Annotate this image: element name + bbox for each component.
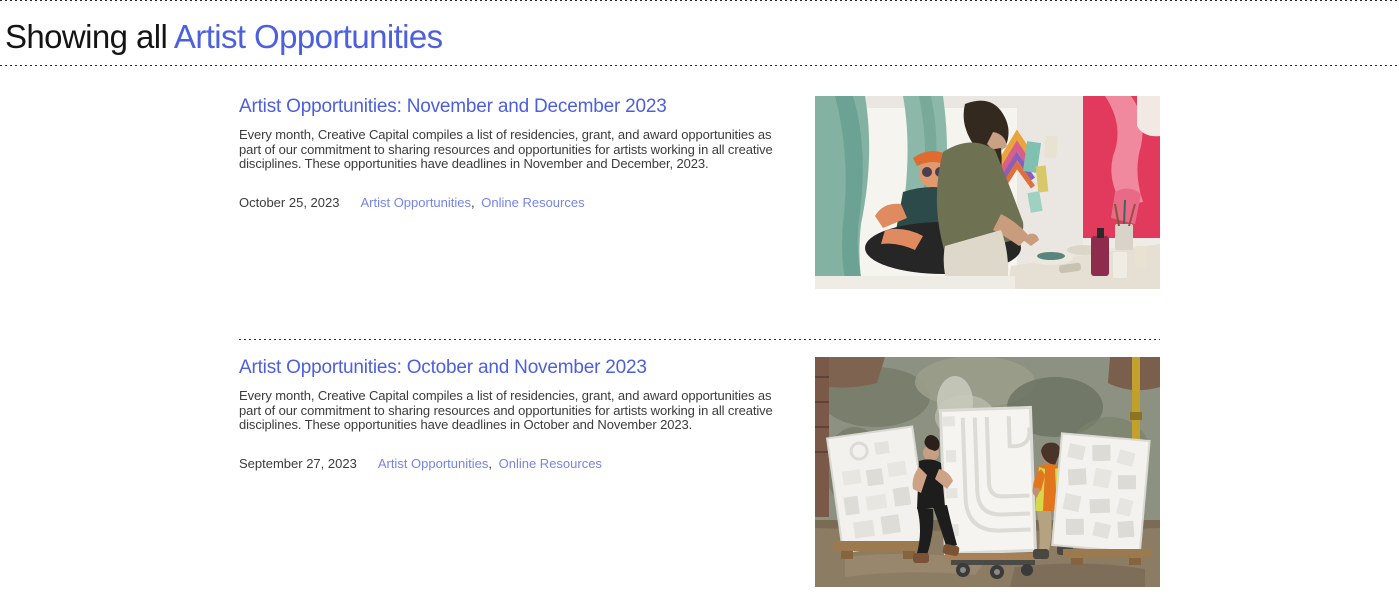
tag-link-online-resources[interactable]: Online Resources	[498, 455, 602, 471]
warehouse-photo-illustration	[815, 357, 1160, 587]
tag-link-artist-opportunities[interactable]: Artist Opportunities	[377, 455, 489, 471]
article-date: September 27, 2023	[239, 455, 357, 471]
top-rule	[0, 0, 1399, 1]
article-meta-row	[239, 195, 785, 210]
article-meta-row	[239, 456, 785, 471]
article-text-block	[239, 96, 785, 210]
article-divider-rule	[239, 339, 1160, 340]
article-card	[0, 96, 1399, 289]
article-title-link[interactable]: Artist Opportunities: October and November 2023	[239, 357, 647, 378]
page-title-filter: Artist Opportunities	[173, 18, 443, 55]
article-excerpt: Every month, Creative Capital compiles a list of residencies, grant, and award opportunities as part of our commitment to sharing resources and opportunities for artists working in all creative disciplines. These opportunities have deadlines in October and November 2023.	[239, 388, 773, 433]
tag-link-artist-opportunities[interactable]: Artist Opportunities	[360, 194, 472, 210]
article-thumbnail[interactable]	[815, 357, 1160, 587]
page-title	[0, 9, 1399, 65]
header-bottom-rule	[0, 65, 1399, 66]
article-excerpt: Every month, Creative Capital compiles a list of residencies, grant, and award opportunities as part of our commitment to sharing resources and opportunities for artists working in all creative disciplines. These opportunities have deadlines in November and December, 2023.	[239, 127, 773, 172]
article-text-block	[239, 357, 785, 471]
page-header	[0, 9, 1399, 65]
tag-separator: ,	[488, 455, 492, 471]
article-thumbnail[interactable]	[815, 96, 1160, 289]
studio-photo-illustration	[815, 96, 1160, 289]
tag-link-online-resources[interactable]: Online Resources	[481, 194, 585, 210]
article-title-link[interactable]: Artist Opportunities: November and December 2023	[239, 96, 667, 117]
page-title-prefix: Showing all	[5, 18, 168, 55]
article-date: October 25, 2023	[239, 194, 340, 210]
tag-separator: ,	[471, 194, 475, 210]
article-card	[0, 357, 1399, 587]
